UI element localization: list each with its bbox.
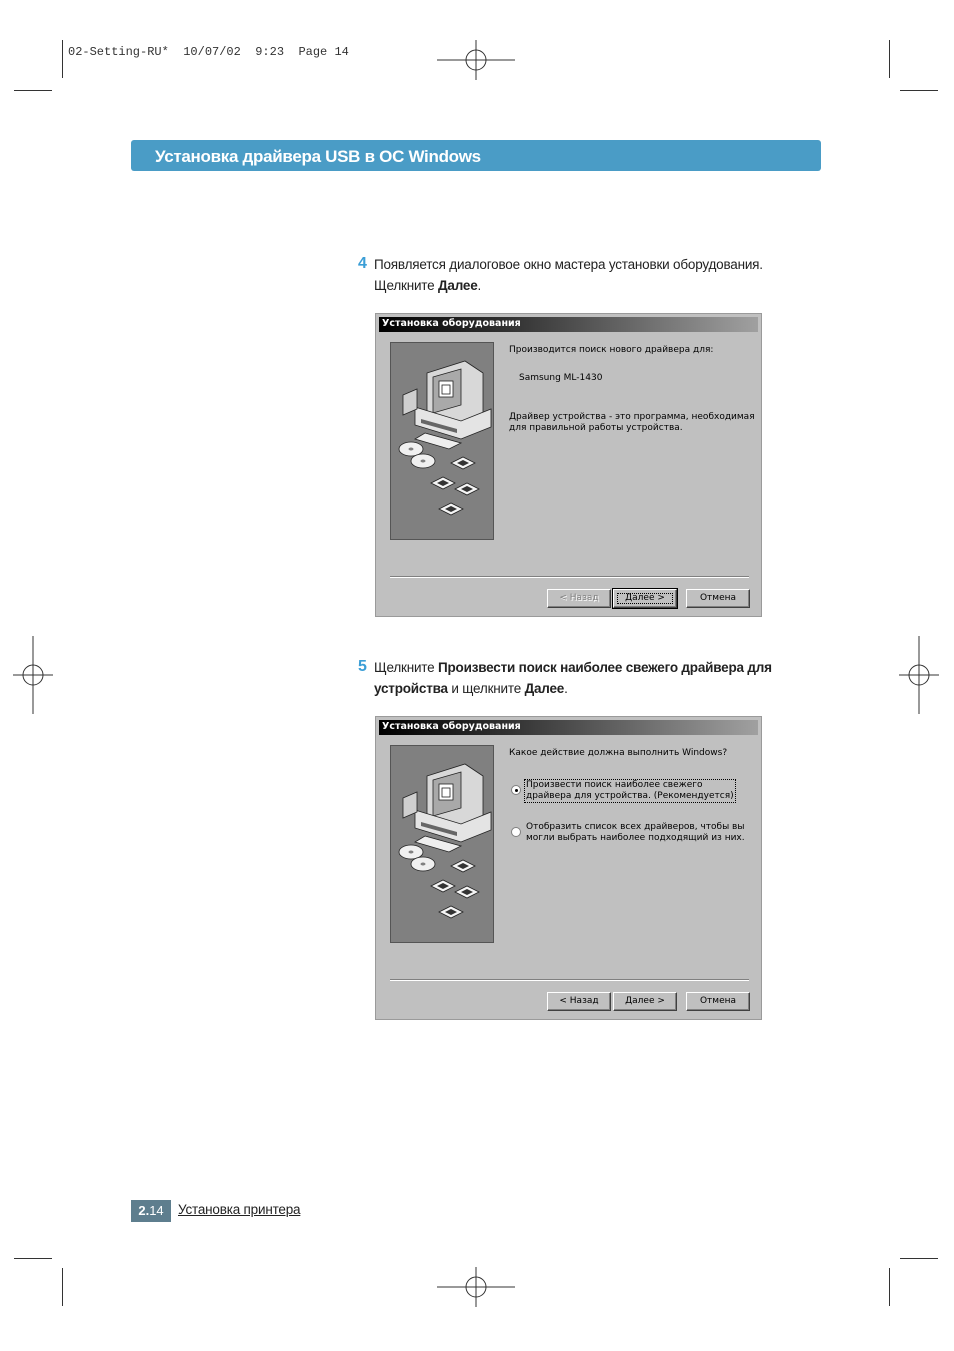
dialog-separator (390, 979, 749, 981)
dialog-text: Драйвер устройства - это программа, необходимая (509, 412, 755, 422)
page-number-badge (131, 1200, 171, 1222)
radio-search-driver[interactable] (511, 785, 521, 795)
crop-mark (14, 1258, 52, 1259)
crop-mark (889, 1268, 890, 1306)
wizard-illustration (390, 745, 494, 943)
computer-disks-icon (391, 746, 494, 943)
dialog-titlebar (379, 317, 758, 332)
dialog-titlebar (379, 720, 758, 735)
step-text (374, 657, 834, 699)
crop-mark (900, 90, 938, 91)
registration-mark-icon (899, 636, 939, 714)
step-bold: Далее (524, 681, 565, 696)
hardware-wizard-dialog-1 (375, 313, 762, 617)
registration-mark-icon (437, 1267, 515, 1307)
step-5 (358, 657, 834, 699)
option-list-drivers[interactable] (526, 822, 745, 844)
step-line: Появляется диалоговое окно мастера установки оборудования. (374, 257, 763, 272)
step-line: . (477, 278, 482, 293)
page-number: 14 (149, 1203, 164, 1218)
section-header (131, 140, 821, 171)
computer-disks-icon (391, 343, 494, 540)
step-bold: Произвести поиск наиболее свежего драйвера для устройства (374, 660, 772, 696)
option-line: драйвера для устройства. (Рекомендуется) (526, 791, 734, 801)
step-line: . (564, 681, 568, 696)
back-button[interactable]: < Назад (547, 992, 611, 1011)
section-title: Установка драйвера USB в ОС Windows (155, 147, 481, 166)
crop-mark (62, 1268, 63, 1306)
step-number: 5 (358, 658, 367, 675)
crop-mark (62, 40, 63, 78)
wizard-illustration (390, 342, 494, 540)
step-number: 4 (358, 255, 367, 272)
crop-mark (900, 1258, 938, 1259)
step-text (374, 254, 834, 296)
cancel-button[interactable]: Отмена (686, 992, 750, 1011)
dialog-text: Производится поиск нового драйвера для: (509, 345, 714, 355)
step-line: Щелкните (374, 278, 438, 293)
hardware-wizard-dialog-2 (375, 716, 762, 1020)
next-button[interactable]: Далее > (613, 589, 677, 608)
back-button[interactable]: < Назад (547, 589, 611, 608)
option-line: могли выбрать наиболее подходящий из них. (526, 833, 745, 843)
dialog-title: Установка оборудования (382, 721, 521, 732)
option-line: Произвести поиск наиболее свежего (526, 780, 703, 790)
radio-list-drivers[interactable] (511, 827, 521, 837)
step-line: Щелкните (374, 660, 438, 675)
dialog-question: Какое действие должна выполнить Windows? (509, 748, 728, 758)
registration-mark-icon (437, 40, 515, 80)
cancel-button[interactable]: Отмена (686, 589, 750, 608)
device-name: Samsung ML-1430 (519, 373, 603, 383)
step-bold: Далее (438, 278, 478, 293)
step-line: и щелкните (447, 681, 525, 696)
print-slug: 02-Setting-RU* 10/07/02 9:23 Page 14 (68, 45, 349, 59)
dialog-title: Установка оборудования (382, 318, 521, 329)
crop-mark (14, 90, 52, 91)
dialog-separator (390, 576, 749, 578)
registration-mark-icon (13, 636, 53, 714)
footer-section-title: Установка принтера (178, 1202, 301, 1217)
step-4 (358, 254, 834, 296)
chapter-number: 2. (138, 1203, 150, 1218)
option-line: Отобразить список всех драйверов, чтобы вы (526, 822, 745, 832)
option-search-driver[interactable] (524, 779, 736, 803)
crop-mark (889, 40, 890, 78)
dialog-text: для правильной работы устройства. (509, 423, 683, 433)
next-button[interactable]: Далее > (613, 992, 677, 1011)
